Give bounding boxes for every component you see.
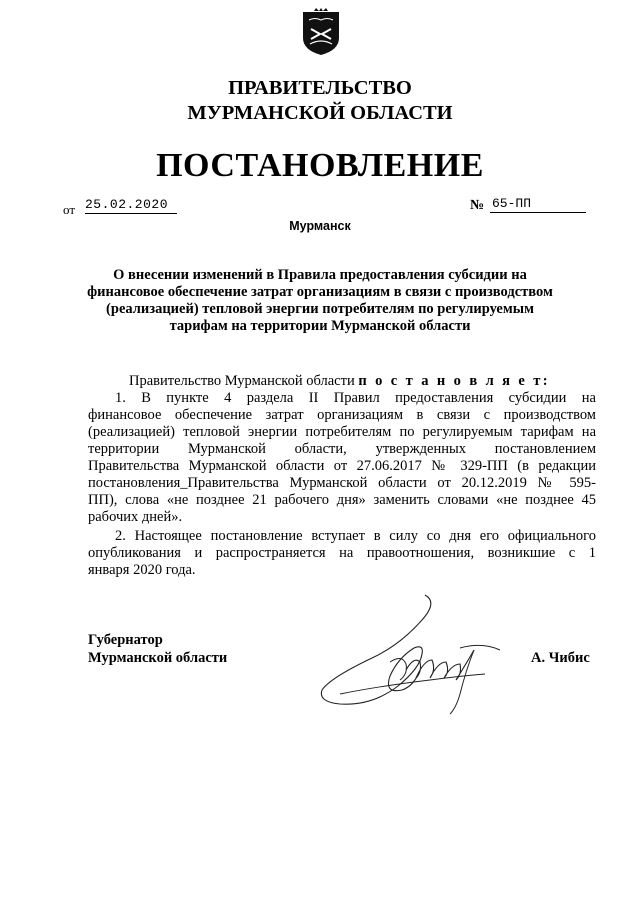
document-type-title: ПОСТАНОВЛЕНИЕ bbox=[156, 147, 484, 184]
title-line: тарифам на территории Мурманской области bbox=[169, 318, 471, 334]
handwritten-signature bbox=[310, 590, 520, 720]
document-date: 25.02.2020 bbox=[85, 197, 177, 214]
title-line: финансовое обеспечение затрат организациям в связи с производством bbox=[87, 284, 553, 300]
paragraph-1-line: (реализацией) тепловой энергии потребителям по регулируемым тарифам на bbox=[88, 424, 596, 440]
preamble bbox=[129, 373, 550, 390]
date-prefix-label: от bbox=[63, 202, 76, 217]
signatory-position-line2: Мурманской области bbox=[88, 650, 228, 666]
paragraph-1-line: ПП), слова «не позднее 21 рабочего дня» заменить словами «не позднее 45 bbox=[88, 492, 596, 508]
number-sign-label: № bbox=[470, 198, 485, 213]
paragraph-2-line: января 2020 года. bbox=[88, 562, 196, 578]
title-line: (реализацией) тепловой энергии потребителям по регулируемым bbox=[106, 301, 534, 317]
signatory-position-line1: Губернатор bbox=[88, 632, 163, 648]
paragraph-1-line: рабочих дней». bbox=[88, 509, 183, 525]
government-name-line2: МУРМАНСКОЙ ОБЛАСТИ bbox=[187, 102, 453, 124]
paragraph-1-line: финансовое обеспечение затрат организациям в связи с производством bbox=[88, 407, 596, 423]
paragraph-2-line: опубликования и распространяется на правоотношения, возникшие с 1 bbox=[88, 545, 596, 561]
paragraph-1-line: Правительства Мурманской области от 27.06.2017 № 329-ПП (в редакции bbox=[88, 458, 596, 474]
paragraph-1-line: территории Мурманской области, утвержденных постановлением bbox=[88, 441, 596, 457]
preamble-action: п о с т а н о в л я е т: bbox=[358, 373, 551, 389]
signatory-name: А. Чибис bbox=[531, 650, 590, 666]
paragraph-1-line: 1. В пункте 4 раздела II Правил предоставления субсидии на bbox=[115, 390, 596, 406]
paragraph-1-line: постановления_Правительства Мурманской области от 20.12.2019 № 595- bbox=[88, 475, 596, 491]
document-number: 65-ПП bbox=[490, 196, 586, 213]
title-line: О внесении изменений в Правила предоставления субсидии на bbox=[113, 267, 527, 283]
preamble-text: Правительство Мурманской области bbox=[129, 373, 359, 389]
government-name-line1: ПРАВИТЕЛЬСТВО bbox=[228, 77, 412, 99]
city-name: Мурманск bbox=[289, 219, 351, 233]
coat-of-arms-emblem bbox=[301, 8, 341, 56]
paragraph-2-line: 2. Настоящее постановление вступает в силу со дня его официального bbox=[115, 528, 596, 544]
